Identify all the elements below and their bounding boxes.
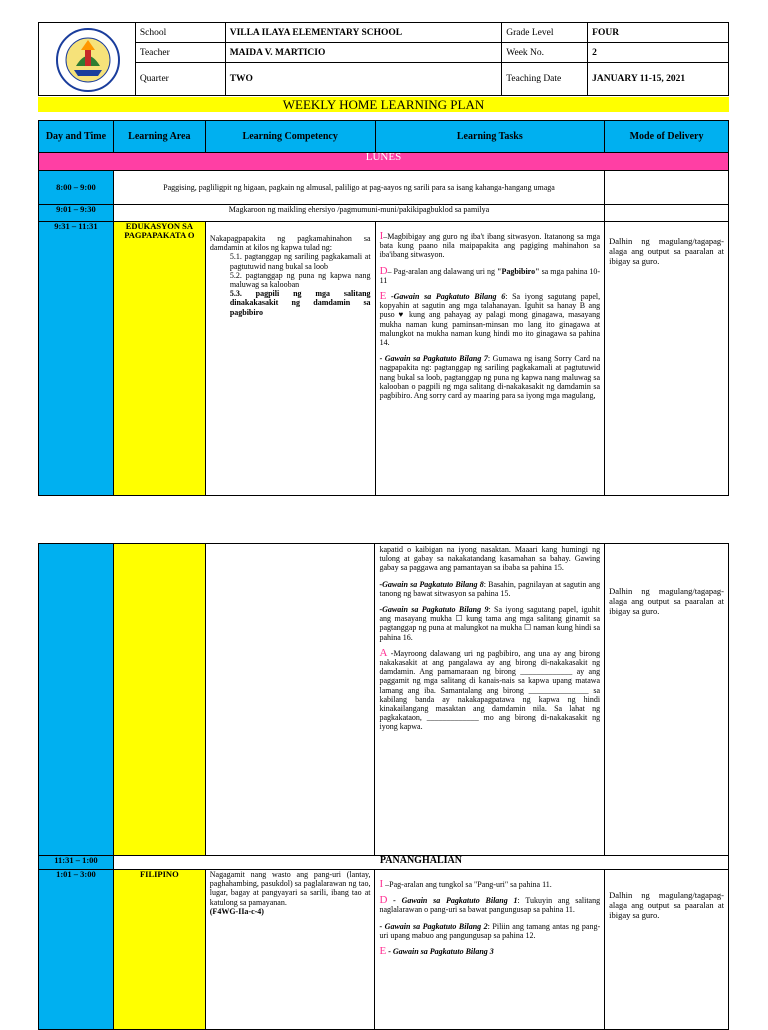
col-learning-competency: Learning Competency <box>205 121 375 153</box>
competency-code: (F4WG-IIa-c-4) <box>209 906 264 916</box>
column-header-row <box>39 121 729 153</box>
grade-level-value: FOUR <box>588 23 729 43</box>
task-development: D– Pag-aralan ang dalawang uri ng "Pagbibiro" sa mga pahina 10-11 <box>379 264 601 285</box>
header-info-table <box>38 22 729 96</box>
teaching-date-label: Teaching Date <box>502 63 588 96</box>
tasks-cell <box>375 544 605 856</box>
grade-level-label: Grade Level <box>502 23 588 43</box>
competency-cell <box>205 870 375 1030</box>
task-introduction: I–Magbibigay ang guro ng iba't ibang sitwasyon. Itatanong sa mga bata kung paano nila maipapakita ang pagiging mahinahon sa iba'ibang sitwasyon. <box>379 230 601 260</box>
table-row <box>39 171 729 205</box>
task-activity-9: -Gawain sa Pagkatuto Bilang 9: Sa iyong sagutang papel, iguhit ang masayang mukha ☐ kung tama ang mga salitang ginamit sa pagtanggap ng puna at malungkot na mukha ☐ naman kung hindi sa pahina 16. <box>379 605 601 642</box>
competency-item: 5.2. pagtanggap ng puna ng kapwa nang maluwag sa kalooban <box>229 270 371 290</box>
teacher-label: Teacher <box>135 43 225 63</box>
teacher-name: MAIDA V. MARTICIO <box>225 43 502 63</box>
tasks-cell <box>375 222 605 496</box>
letter-E: E <box>379 945 387 958</box>
quarter-label: Quarter <box>135 63 225 96</box>
time-cell: 9:31 – 11:31 <box>39 222 114 496</box>
letter-E: E <box>379 290 387 303</box>
task-activity-7: - Gawain sa Pagkatuto Bilang 7: Gumawa ng isang Sorry Card na nagpapakita ng: pagtanggap ng sariling pagkakamali at pagtutuwid nang bukal sa loob, pagtanggap ng puna ng kapwa nang maluwag sa kalooban o pagpili ng mga salitang di-nakakasakit ng damdamin sa pagbibiro. Ang sorry card ay maaring para sa iyong mga magulang, <box>379 354 601 401</box>
teaching-date-value: JANUARY 11-15, 2021 <box>588 63 729 96</box>
tasks-cell <box>375 870 605 1030</box>
table-row <box>39 205 729 222</box>
col-learning-tasks: Learning Tasks <box>375 121 605 153</box>
time-cell: 11:31 – 1:00 <box>39 856 114 870</box>
task-development: D - Gawain sa Pagkatuto Bilang 1: Tukuyin ang salitang naglalarawan o pang-uri sa bawat pangungusap sa pahina 11. <box>379 894 601 915</box>
competency-text: Nagagamit nang wasto ang pang-uri (lantay, paghahambing, pasukdol) sa paglalarawan ng tao, lugar, bagay at pangyayari sa sarili, ibang tao at katulong sa pamayanan. <box>209 870 371 907</box>
col-day-time: Day and Time <box>39 121 114 153</box>
task-engagement: E - Gawain sa Pagkatuto Bilang 3 <box>379 945 494 958</box>
plan-table-page-2 <box>38 543 729 1030</box>
lunch-label: PANANGHALIAN <box>113 856 728 870</box>
learning-area-cell: FILIPINO <box>113 870 205 1030</box>
table-row <box>39 222 729 496</box>
task-continuation: kapatid o kaibigan na iyong nasaktan. Maaari kang humingi ng tulong at gabay sa nakakatandang kasamahan sa bahay. Gawing gabay sa paggawa ang pamantayan sa ibaba sa pahina 15. <box>379 545 601 573</box>
plan-table-page-1 <box>38 120 729 496</box>
day-label: LUNES <box>39 153 729 171</box>
competency-cell <box>205 222 375 496</box>
learning-area-cell: EDUKASYON SA PAGPAPAKATA O <box>113 222 205 496</box>
logo-cell <box>39 23 136 96</box>
school-name: VILLA ILAYA ELEMENTARY SCHOOL <box>225 23 502 43</box>
time-cell: 1:01 – 3:00 <box>39 870 114 1030</box>
task-assimilation: A -Mayroong dalawang uri ng pagbibiro, ang una ay ang birong nakakasakit at ang pangalawa ay ang birong di-nakakasakit ng damdamin. Ang pamamaraan ng birong _____________ ay ang paggamit ng mga salitang di kanais-nais sa kapwa upang matawa lamang ang iba. Samantalang ang birong _______________ sa kabilang banda ay nakakapagpatawa ng kapwa ng hindi kinakailangang masaktan ang damdamin nila. Sa lahat ng pagkakataon, _____________ mo ang birong di-nakakasakit ng iyong kapwa. <box>379 646 601 732</box>
col-mode-of-delivery: Mode of Delivery <box>605 121 729 153</box>
mode-cell <box>605 171 729 205</box>
letter-I: I <box>379 878 384 890</box>
competency-intro: Nakapagpapakita ng pagkamahinahon sa damdamin at kilos ng kapwa tulad ng: <box>209 234 371 253</box>
letter-I: I <box>379 230 384 242</box>
mode-cell <box>605 205 729 222</box>
competency-cell <box>205 544 375 856</box>
task-activity-2: - Gawain sa Pagkatuto Bilang 2: Piliin ang tamang antas ng pang-uri upang mabuo ang pangungusap sa pahina 12. <box>379 921 601 940</box>
mode-cell: Dalhin ng magulang/tagapag-alaga ang output sa paaralan at ibigay sa guro. <box>605 222 729 496</box>
task-activity-8: -Gawain sa Pagkatuto Bilang 8: Basahin, pagnilayan at sagutin ang tanong ng bawat sitwasyon sa pahina 15. <box>379 579 601 598</box>
lunch-row <box>39 856 729 870</box>
quarter-value: TWO <box>225 63 502 96</box>
task-introduction: I –Pag-aralan ang tungkol sa "Pang-uri" sa pahina 11. <box>379 878 552 890</box>
competency-item: 5.3. pagpili ng mga salitang dinakakasakit ng damdamin sa pagbibiro <box>229 289 371 317</box>
week-value: 2 <box>588 43 729 63</box>
week-label: Week No. <box>502 43 588 63</box>
table-row <box>39 544 729 856</box>
col-learning-area: Learning Area <box>113 121 205 153</box>
time-cell: 8:00 – 9:00 <box>39 171 114 205</box>
plan-title: WEEKLY HOME LEARNING PLAN <box>38 97 729 112</box>
letter-A: A <box>379 646 388 659</box>
task-engagement: E -Gawain sa Pagkatuto Bilang 6: Sa iyong sagutang papel, kopyahin at sagutin ang mga talahanayan. Iguhit sa hanay B ang puso ♥ kung ang pahayag ay palagi mong ginagawa, masayang mukha naman kung paminsan-minsan mo lang ito ginagawa at malungkot na mukha naman kung hindi mo ito ginagawa sa pahina 14. <box>379 290 601 348</box>
activity-text: Magkaroon ng maikling ehersiyo /pagmumuni-muni/pakikipagbuklod sa pamilya <box>113 205 604 222</box>
table-row <box>39 870 729 1030</box>
mode-cell: Dalhin ng magulang/tagapag-alaga ang output sa paaralan at ibigay sa guro. <box>605 870 729 1030</box>
mode-cell: Dalhin ng magulang/tagapag-alaga ang output sa paaralan at ibigay sa guro. <box>605 544 729 856</box>
time-cell <box>39 544 114 856</box>
competency-item: 5.1. pagtanggap ng sariling pagkakamali at pagtutuwid nang bukal sa loob <box>229 252 371 271</box>
activity-text: Paggising, pagliligpit ng higaan, pagkain ng almusal, paliligo at pag-aayos ng sarili para sa isang kahanga-hangang umaga <box>113 171 604 205</box>
time-cell: 9:01 – 9:30 <box>39 205 114 222</box>
day-row <box>39 153 729 171</box>
letter-D: D <box>379 894 388 907</box>
learning-area-cell <box>113 544 205 856</box>
letter-D: D <box>379 264 388 277</box>
school-label: School <box>135 23 225 43</box>
